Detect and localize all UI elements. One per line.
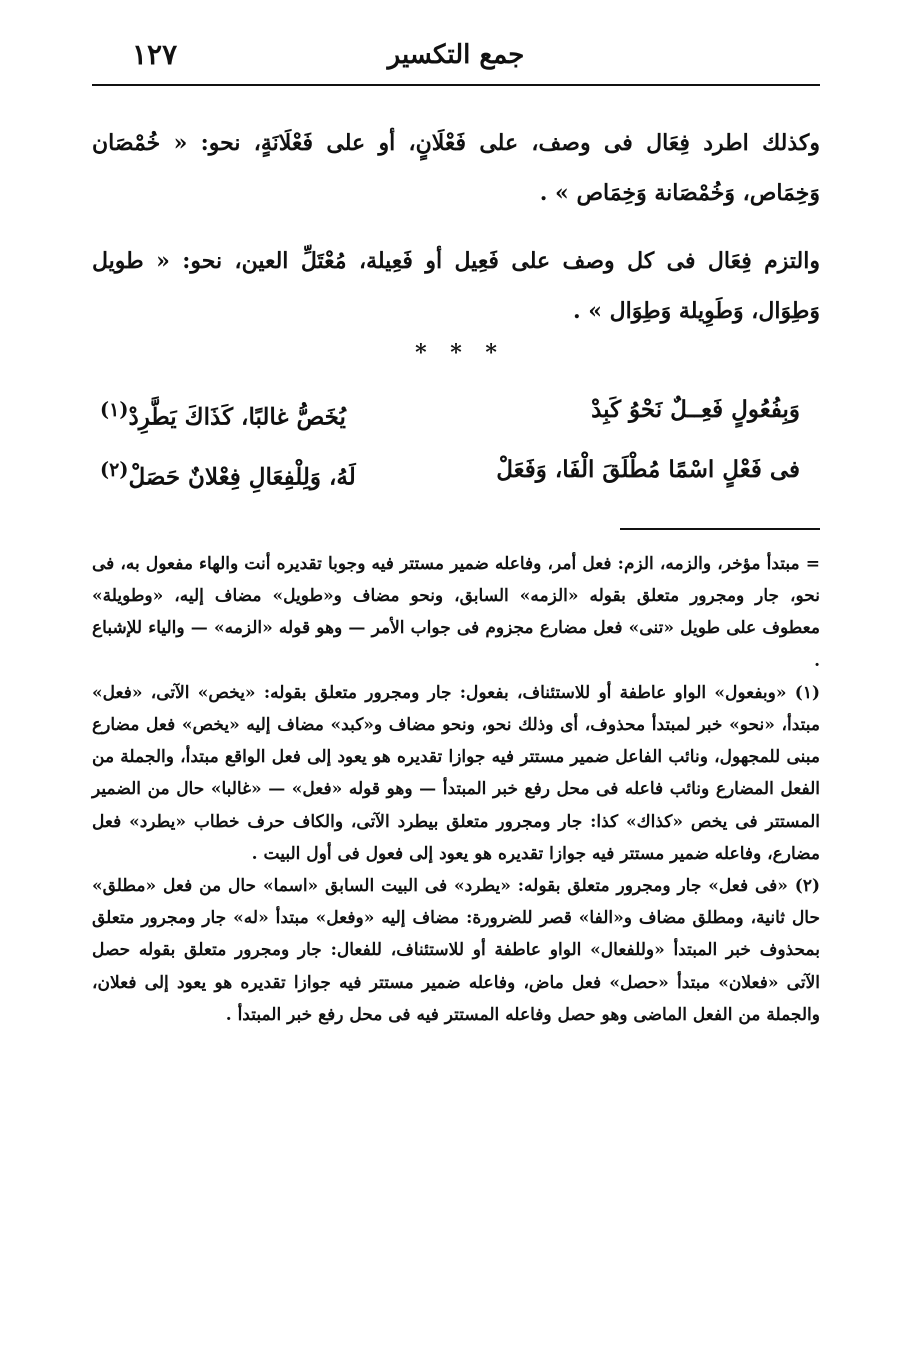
verse-line bbox=[100, 386, 800, 434]
verse-second-hemistich bbox=[100, 386, 346, 442]
footnote-marker: = bbox=[805, 554, 821, 574]
footnote-text: «وبفعول» الواو عاطفة أو للاستئناف، بفعول: جار ومجرور متعلق بقوله: «يخص» الآتى، «فعل» مبتدأ، «نحو» خبر لمبتدأ محذوف، أى وذلك نحو، ونحو مضاف و«كبد» مضاف إليه «يخص» فعل مضارع مبنى للمجهول، ونائب الفاعل ضمير مستتر فيه جوازا تقديره هو يعود إلى فعل الواقع مبتدأ، والجملة من الفعل المضارع ونائب فاعله فى محل رفع خبر المبتدأ — وهو قوله «فعل» — «غالبا» حال من الضمير المستتر فى يخص «كذاك» كذا: جار ومجرور متعلق بيطرد الآتى، والكاف حرف خطاب «يطرد» فعل مضارع، وفاعله ضمير مستتر فيه جوازا تقديره هو يعود إلى فعول فى أول البيت . bbox=[92, 682, 820, 864]
footnote-reference: (٢) bbox=[100, 458, 129, 481]
footnote-divider bbox=[620, 528, 820, 530]
page-header bbox=[92, 34, 820, 86]
footnote bbox=[92, 677, 820, 870]
footnote-text: «فى فعل» جار ومجرور متعلق بقوله: «يطرد» فى البيت السابق «اسما» حال من فعل «مطلق» حال ثانية، ومطلق مضاف و«الفا» قصر للضرورة: مضاف إليه «وفعل» مبتدأ «له» جار ومجرور متعلق بمحذوف خبر المبتدأ «وللفعال» الواو عاطفة أو للاستئناف، للفعال: جار ومجرور متعلق بقوله حصل الآتى «فعلان» مبتدأ «حصل» فعل ماض، وفاعله ضمير مستتر فيه جوازا تقديره هو يعود إلى فعلان، والجملة من الفعل الماضى وهو حصل وفاعله المستتر فيه فى محل رفع خبر المبتدأ . bbox=[92, 876, 820, 1025]
running-title: جمع التكسير bbox=[387, 40, 525, 70]
verse-line bbox=[100, 446, 800, 494]
section-separator: * * * bbox=[415, 340, 505, 366]
page-number: ١٢٧ bbox=[132, 38, 178, 71]
verse-second-hemistich bbox=[100, 446, 356, 502]
footnote-text: مبتدأ مؤخر، والزمه، الزم: فعل أمر، وفاعله ضمير مستتر فيه وجوبا تقديره أنت والهاء مفعول به، فى نحو، جار ومجرور متعلق بقوله «الزمه» السابق، ونحو مضاف و«طويل» مضاف إليه، «وطويلة» معطوف على طويل «تنى» فعل مضارع مجزوم فى جواب الأمر — وهو قوله «الزمه» — والياء للإشباع . bbox=[92, 554, 820, 671]
footnote bbox=[92, 548, 820, 677]
verse-first-hemistich: فى فَعْلٍ اسْمًا مُطْلَقَ الْفَا، وَفَعَلْ bbox=[496, 456, 800, 483]
footnotes bbox=[92, 548, 820, 1031]
footnote bbox=[92, 870, 820, 1031]
footnote-marker: (٢) bbox=[794, 876, 820, 897]
paragraph: وكذلك اطرد فِعَال فى وصف، على فَعْلَانٍ، أو على فَعْلَانَةٍ، نحو: « خُمْصَان وَخِمَاص، وَخُمْصَانة وَخِمَاص » . bbox=[92, 130, 820, 206]
paragraph: والتزم فِعَال فى كل وصف على فَعِيل أو فَعِيلة، مُعْتَلِّ العين، نحو: « طويل وَطِوَال، وَطَوِيلة وَطِوَال » . bbox=[92, 248, 820, 324]
verse-second-text: لَهُ، وَلِلْفِعَالِ فِعْلانٌ حَصَلْ bbox=[128, 463, 356, 491]
footnote-reference: (١) bbox=[100, 398, 129, 421]
verse-second-text: يُخَصُّ غالبًا، كَذَاكَ يَطَّرِدْ bbox=[128, 403, 346, 431]
footnote-marker: (١) bbox=[794, 682, 820, 703]
verse-first-hemistich: وَبِفُعُولٍ فَعِــلٌ نَحْوُ كَبِدْ bbox=[591, 396, 800, 423]
